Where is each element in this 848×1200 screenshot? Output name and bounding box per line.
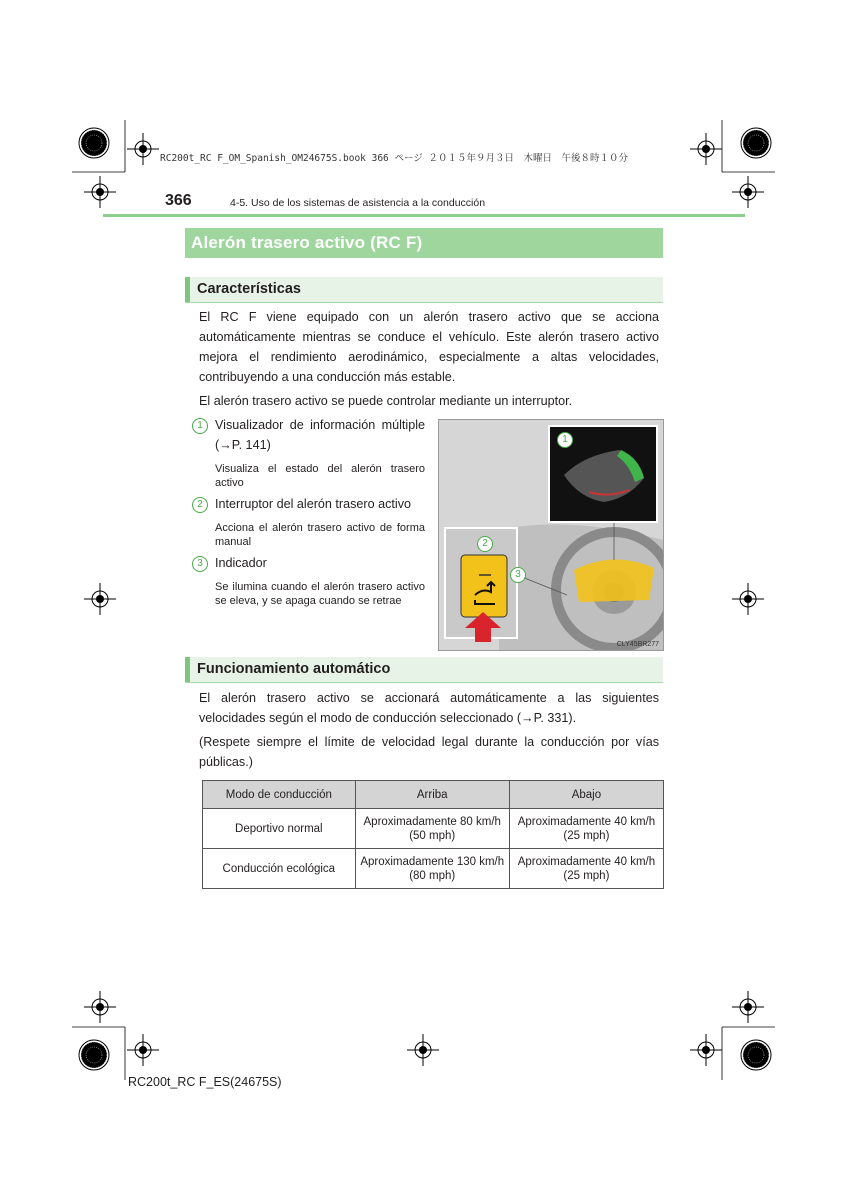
cell-speed-kmh: Aproximadamente 80 km/h [363, 815, 501, 828]
item-number-1: 1 [192, 418, 208, 434]
features-paragraph-2: El alerón trasero activo se puede controlar mediante un interruptor. [199, 394, 573, 408]
cell-speed-kmh: Aproximadamente 40 km/h [517, 855, 656, 868]
subhead-bar [185, 277, 190, 302]
callout-1: 1 [557, 432, 573, 448]
table-cell-up [355, 849, 509, 889]
table-cell-down [509, 809, 663, 849]
cell-speed-kmh: Aproximadamente 40 km/h [517, 815, 656, 828]
speed-table [202, 780, 664, 889]
subhead-auto [185, 657, 663, 683]
item-desc-1: Visualiza el estado del alerón trasero activo [215, 463, 425, 489]
spoiler-figure [438, 419, 664, 651]
item-desc-2: Acciona el alerón trasero activo de forma manual [215, 522, 425, 548]
table-header-row [203, 781, 664, 809]
subhead-bar [185, 657, 190, 682]
item-title-1: Visualizador de información múltiple (→P. 141) [215, 418, 425, 452]
table-header-down: Abajo [509, 781, 663, 809]
cell-speed-mph: (50 mph) [409, 829, 456, 842]
subhead-features [185, 277, 663, 303]
callout-2: 2 [477, 536, 493, 552]
auto-paragraph: El alerón trasero activo se accionará automáticamente a las siguientes velocidades según el modo de conducción seleccionado (→P. 331). [199, 691, 659, 725]
table-header-mode: Modo de conducción [203, 781, 356, 809]
table-header-up: Arriba [355, 781, 509, 809]
footer-code: RC200t_RC F_ES(24675S) [128, 1075, 282, 1089]
item-number-2: 2 [192, 497, 208, 513]
header-rule [103, 214, 745, 217]
cell-speed-mph: (80 mph) [409, 869, 456, 882]
cell-speed-kmh: Aproximadamente 130 km/h [360, 855, 505, 868]
auto-note: (Respete siempre el límite de velocidad legal durante la conducción por vías públicas.) [199, 735, 659, 769]
item-title-2: Interruptor del alerón trasero activo [215, 497, 412, 511]
table-cell-down [509, 849, 663, 889]
table-cell-mode: Deportivo normal [203, 809, 356, 849]
item-number-3: 3 [192, 556, 208, 572]
print-header: RC200t_RC F_OM_Spanish_OM24675S.book 366 ページ ２０１５年９月３日 木曜日 午後８時１０分 [160, 153, 629, 164]
running-head: 4-5. Uso de los sistemas de asistencia a la conducción [230, 197, 486, 209]
features-paragraph: El RC F viene equipado con un alerón trasero activo que se acciona automáticamente mientras se conduce el vehículo. Este alerón trasero activo mejora el rendimiento aerodinámico, especialmente a altas velocidades, contribuyendo a una conducción más estable. [199, 310, 659, 384]
item-desc-3: Se ilumina cuando el alerón trasero activo se eleva, y se apaga cuando se retrae [215, 581, 425, 607]
figure-code: CLY45BR277 [616, 641, 659, 648]
table-cell-up [355, 809, 509, 849]
subhead-auto-label: Funcionamiento automático [197, 661, 391, 677]
section-title: Alerón trasero activo (RC F) [191, 233, 423, 252]
table-row [203, 849, 664, 889]
callout-3: 3 [510, 567, 526, 583]
table-row [203, 809, 664, 849]
dashboard-illustration [439, 420, 663, 650]
item-title-3: Indicador [215, 556, 267, 570]
cell-speed-mph: (25 mph) [563, 829, 610, 842]
table-cell-mode: Conducción ecológica [203, 849, 356, 889]
cell-speed-mph: (25 mph) [563, 869, 610, 882]
section-title-bar [185, 228, 663, 258]
page-number: 366 [165, 192, 192, 209]
subhead-features-label: Características [197, 281, 301, 297]
